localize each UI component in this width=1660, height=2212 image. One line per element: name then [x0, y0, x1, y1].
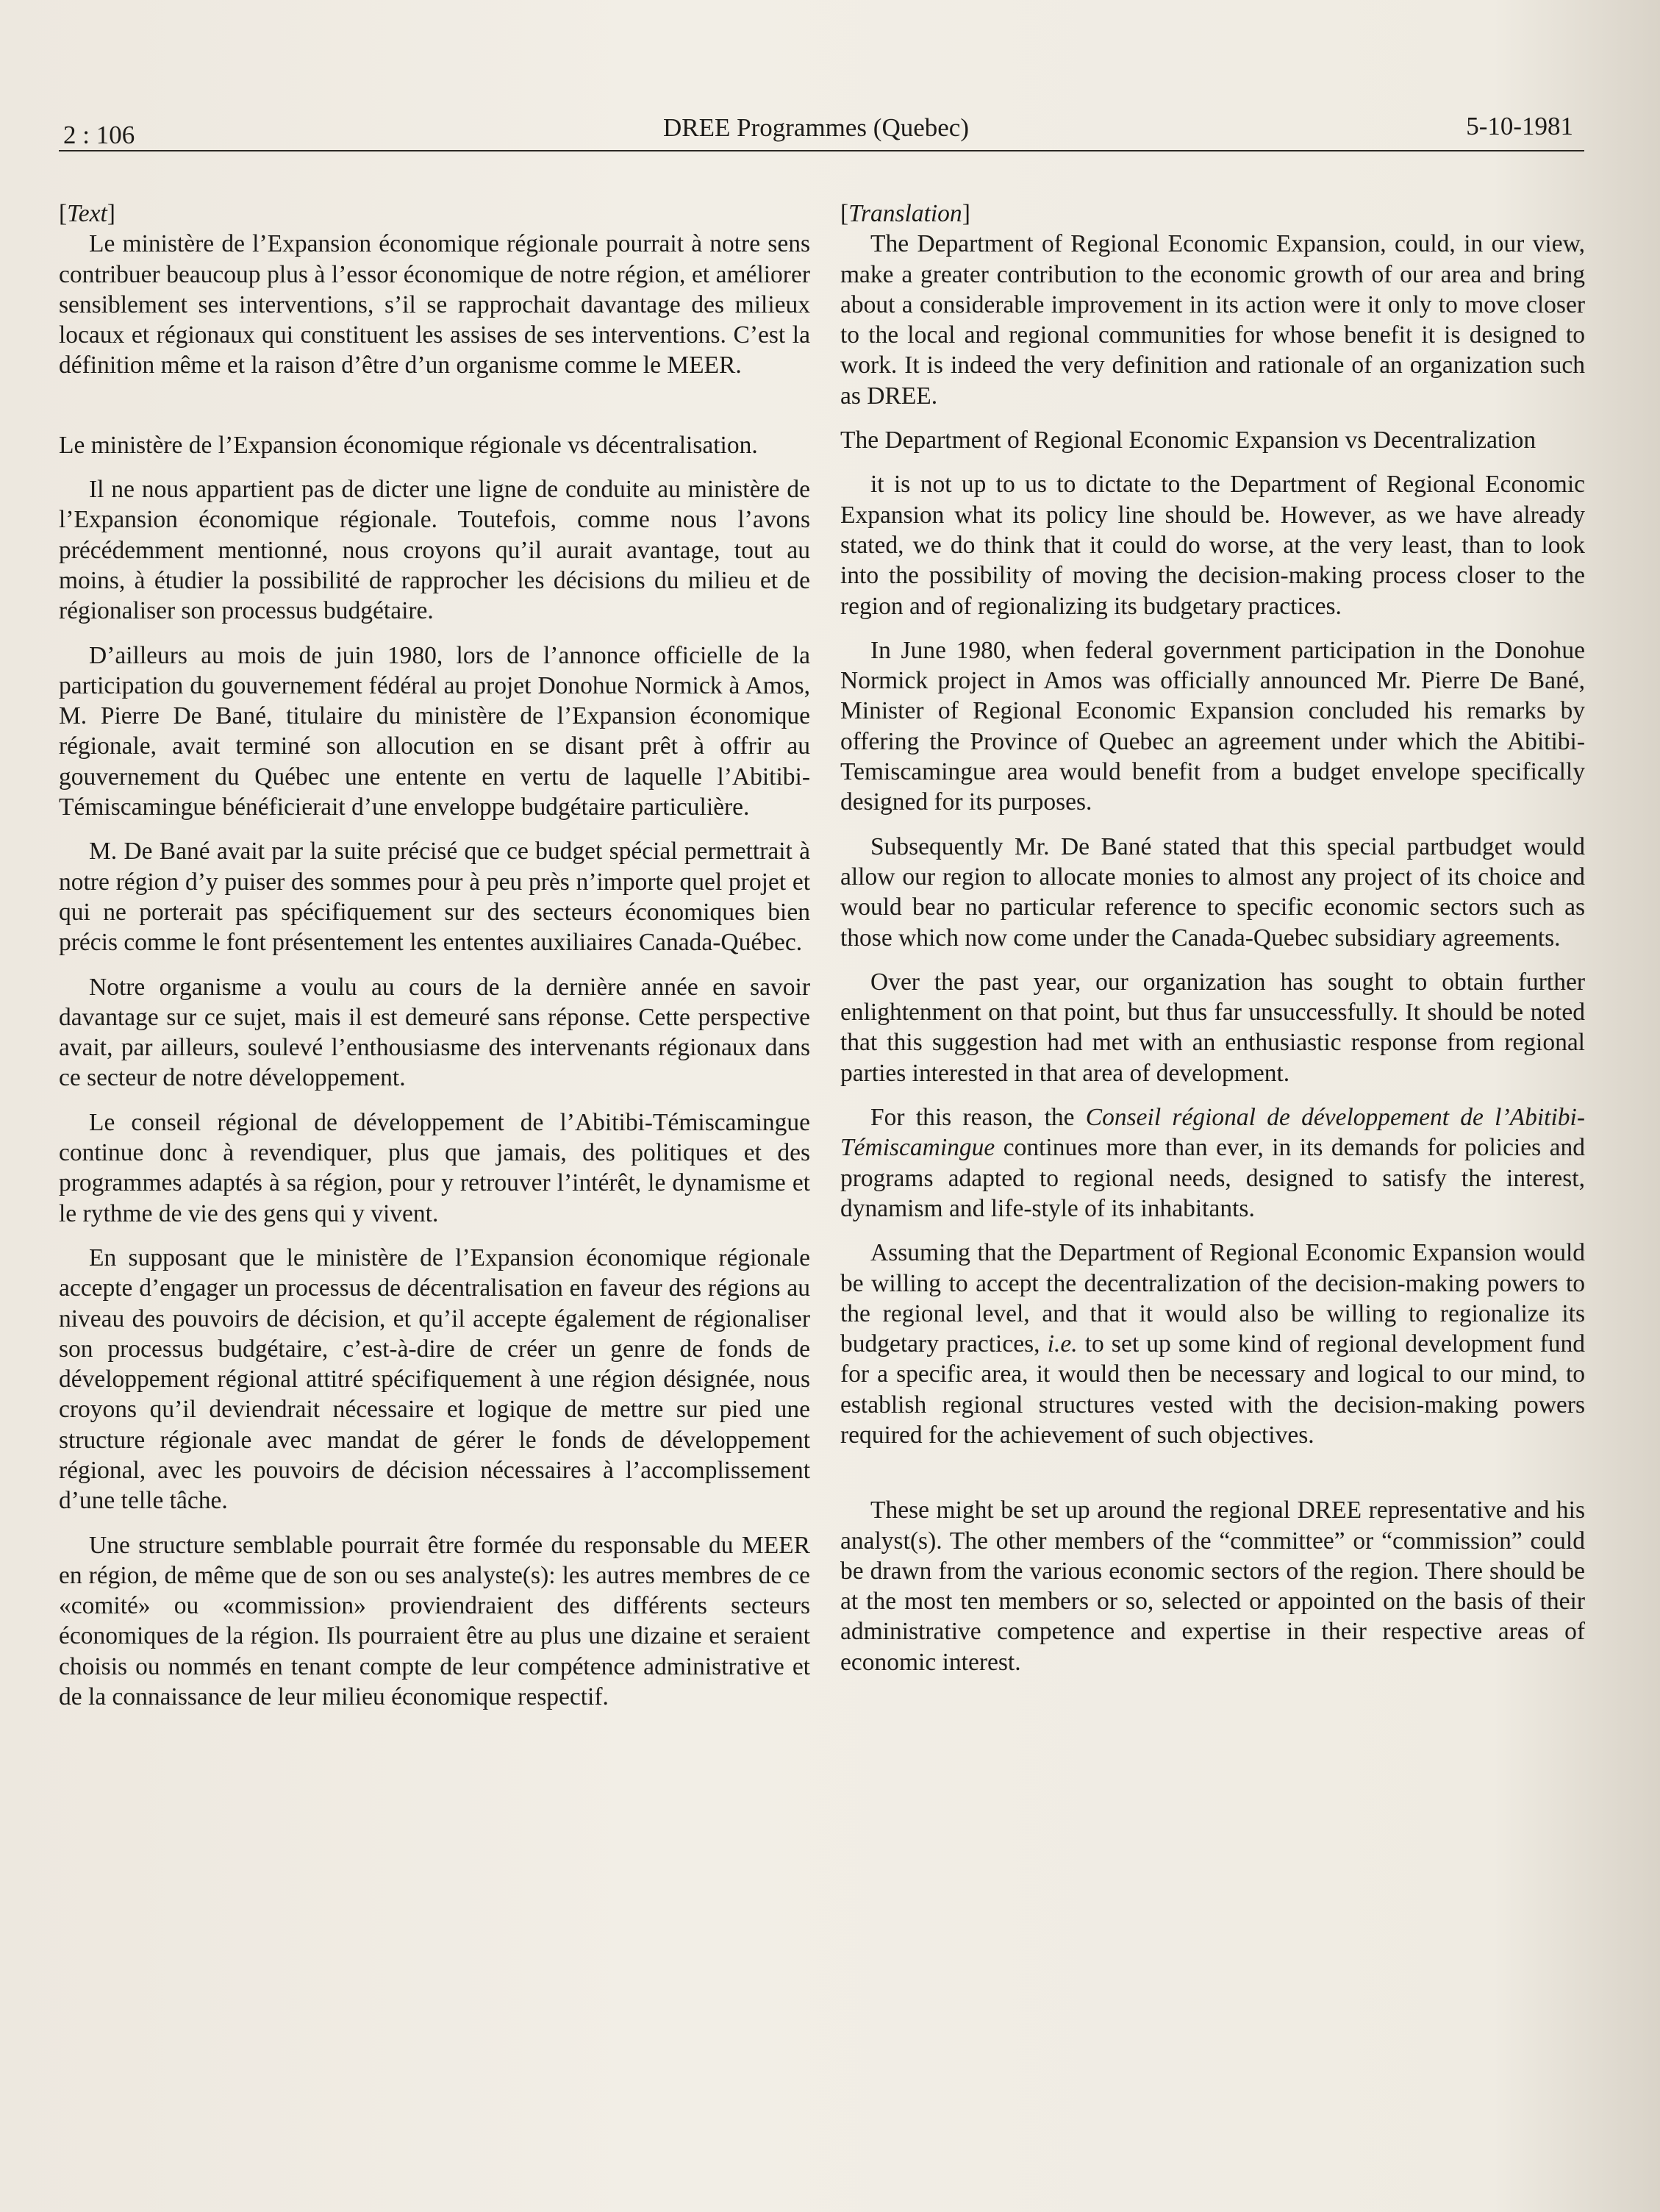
paragraph: Subsequently Mr. De Bané stated that this special partbudget would allow our region to allocate monies to almost any project of its choice and would bear no particular reference to specific economic sectors such as those which now come under the Canada-Quebec subsidiary agreements.: [840, 832, 1585, 952]
paragraph: In June 1980, when federal government participation in the Donohue Normick project in Amos was officially announced Mr. Pierre De Bané, Minister of Regional Economic Expansion concluded his remarks by offering the Province of Quebec an agreement under which the Abitibi-Temiscamingue area would benefit from a budget envelope specifically designed for its purposes.: [840, 636, 1585, 816]
text-run: continues more than ever, in its demands for policies and programs adapted to regional needs, designed to satisfy the interest, dynamism and life-style of its inhabitants.: [840, 1134, 1585, 1222]
text-run: Assuming that the Department of Regional Economic Expansion would be willing to accept the decentralization of the decision-making powers to the regional level, and that it would also be willing to regionalize its budgetary practices,: [840, 1239, 1585, 1358]
french-column: [59, 199, 810, 1726]
text-label: [Text]: [59, 200, 115, 227]
organization-name: Conseil régional de développement de l’Abitibi-Témiscamingue: [840, 1104, 1585, 1162]
text-label-word: Text: [67, 200, 107, 227]
header-date: 5-10-1981: [1466, 112, 1573, 140]
page-number: 2 : 106: [63, 121, 135, 149]
text-run: to set up some kind of regional development fund for a specific area, it would then be necessary and logical to our mind, to establish regional structures vested with the decision-making powers required for the achievement of such objectives.: [840, 1330, 1586, 1449]
paragraph: Une structure semblable pourrait être formée du responsable du MEER en région, de même que de son ou ses analyste(s): les autres membres de ce «comité» ou «commission» proviendraient des différents secteurs économiques de la région. Ils pourraient être au plus une dizaine et seraient choisis ou nommés en tenant compte de leur compétence administrative et de la connaissance de leur milieu économique respectif.: [59, 1531, 810, 1711]
spacer: [59, 395, 810, 430]
translation-label-word: Translation: [848, 200, 962, 227]
paragraph: Le ministère de l’Expansion économique régionale pourrait à notre sens contribuer beaucoup plus à l’essor économique de notre région, et améliorer sensiblement ses interventions, s’il se rapprochait davantage des milieux locaux et régionaux qui constituent les assises de ses interventions. C’est la définition même et la raison d’être d’un organisme comme le MEER.: [59, 230, 810, 379]
section-heading: The Department of Regional Economic Expansion vs Decentralization: [840, 427, 1536, 454]
page-header: [59, 112, 1573, 151]
english-column: [840, 199, 1585, 1691]
paragraph: M. De Bané avait par la suite précisé que ce budget spécial permettrait à notre région d’y puiser des sommes pour à peu près n’importe quel projet et qui ne porterait pas spécifiquement sur des secteurs économiques bien précis comme le font présentement les ententes auxiliaires Canada-Québec.: [59, 838, 810, 957]
paragraph: [840, 1238, 1585, 1450]
translation-label: [Translation]: [840, 200, 970, 227]
paragraph: Notre organisme a voulu au cours de la dernière année en savoir davantage sur ce sujet, mais il est demeuré sans réponse. Cette perspective avait, par ailleurs, soulevé l’enthousiasme des intervenants régionaux dans ce secteur de notre développement.: [59, 973, 810, 1092]
paragraph: Le conseil régional de développement de l’Abitibi-Témiscamingue continue donc à revendiquer, plus que jamais, des politiques et des programmes adaptés à sa région, pour y retrouver l’intérêt, le dynamisme et le rythme de vie des gens qui y vivent.: [59, 1108, 810, 1227]
spacer: [840, 1464, 1585, 1495]
paragraph: The Department of Regional Economic Expansion, could, in our view, make a greater contribution to the economic growth of our area and bring about a considerable improvement in its action were it only to move closer to the local and regional communities for whose benefit it is designed to work. It is indeed the very definition and rationale of an organization such as DREE.: [840, 230, 1585, 410]
paragraph: Il ne nous appartient pas de dicter une ligne de conduite au ministère de l’Expansion économique régionale. Toutefois, comme nous l’avons précédemment mentionné, nous croyons qu’il aurait avantage, tout au moins, à étudier la possibilité de rapprocher les décisions du milieu et de régionaliser son processus budgétaire.: [59, 476, 810, 625]
text-run: For this reason, the: [870, 1104, 1086, 1132]
section-heading: Le ministère de l’Expansion économique régionale vs décentralisation.: [59, 431, 758, 459]
header-rule: [59, 150, 1584, 151]
paragraph: Over the past year, our organization has sought to obtain further enlightenment on that point, but thus far unsuccessfully. It should be noted that this suggestion had met with an enthusiastic response from regional parties interested in that area of development.: [840, 968, 1585, 1087]
page-title: DREE Programmes (Quebec): [663, 113, 969, 142]
abbreviation: i.e.: [1047, 1330, 1078, 1358]
paragraph: it is not up to us to dictate to the Department of Regional Economic Expansion what its policy line should be. However, as we have already stated, we do think that it could do worse, at the very least, than to look into the possibility of moving the decision-making process closer to the region and of regionalizing its budgetary practices.: [840, 471, 1585, 620]
paragraph: En supposant que le ministère de l’Expansion économique régionale accepte d’engager un processus de décentralisation en faveur des régions au niveau des pouvoirs de décision, et qu’il accepte également de régionaliser son processus budgétaire, c’est-à-dire de créer un genre de fonds de développement régional attitré spécifiquement à une région désignée, nous croyons qu’il deviendrait nécessaire et logique de mettre sur pied une structure régionale avec mandat de gérer le fonds de développement régional, avec les pouvoirs de décision nécessaires à l’accomplissement d’une telle tâche.: [59, 1244, 810, 1515]
paragraph: [840, 1102, 1585, 1224]
paragraph: These might be set up around the regional DREE representative and his analyst(s). The other members of the “committee” or “commission” could be drawn from the various economic sectors of the region. There should be at the most ten members or so, selected or appointed on the basis of their administrative competence and expertise in their respective areas of economic interest.: [840, 1496, 1585, 1676]
paragraph: D’ailleurs au mois de juin 1980, lors de l’annonce officielle de la participation du gouvernement fédéral au projet Donohue Normick à Amos, M. Pierre De Bané, titulaire du ministère de l’Expansion économique régionale, avait terminé son allocution en se disant prêt à offrir au gouvernement du Québec une entente en vertu de laquelle l’Abitibi-Témiscamingue bénéficierait d’une enveloppe budgétaire particulière.: [59, 641, 810, 821]
